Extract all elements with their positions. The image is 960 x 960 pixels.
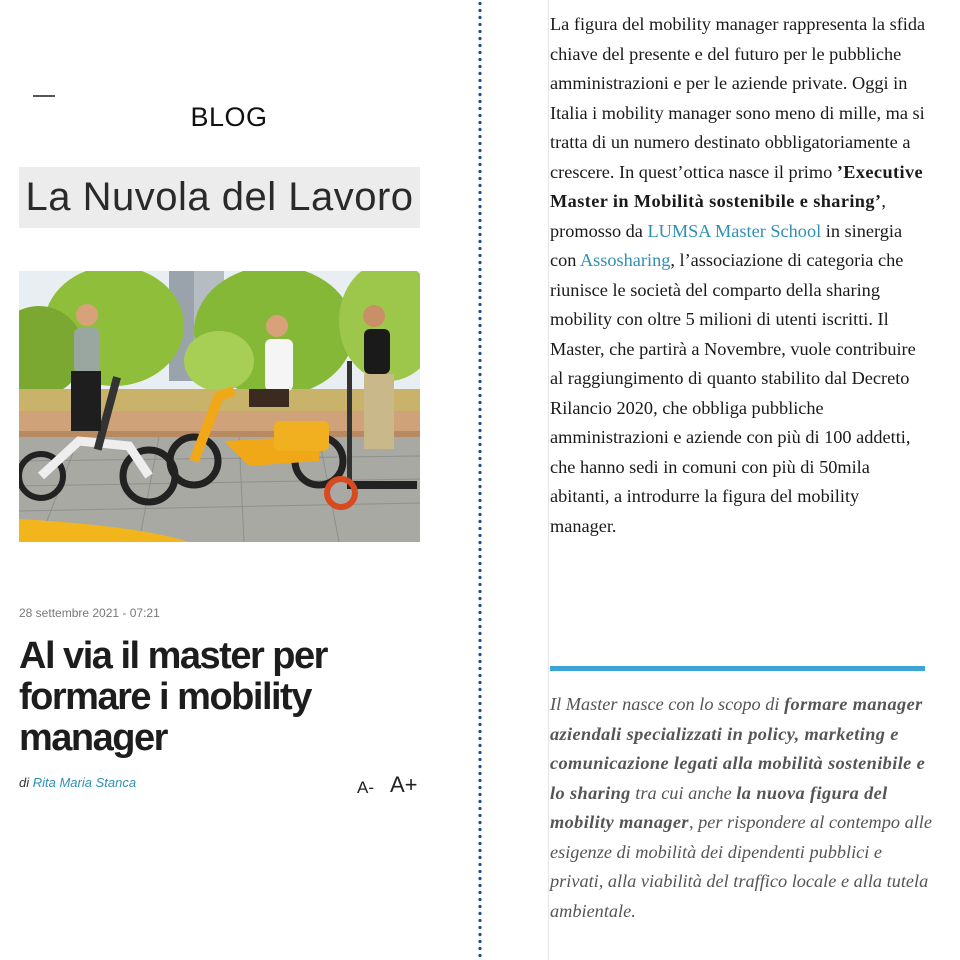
article-body [550,10,930,541]
quote-text-2: tra cui anche [630,782,737,803]
byline [19,775,136,790]
quote-accent-bar [550,666,925,671]
article-date: 28 settembre 2021 - 07:21 [19,606,160,620]
master-name: ’Executive Master in Mobilità sostenibile e sharing’ [550,161,924,211]
assosharing-link[interactable]: Assosharing [579,250,671,270]
font-decrease-button[interactable]: A- [357,778,374,797]
blog-title[interactable]: La Nuvola del Lavoro [19,167,420,228]
blog-label: BLOG [190,102,268,132]
pull-quote [550,690,935,926]
quote-text-1: Il Master nasce con lo scopo di [550,694,785,714]
byline-prefix: di [19,775,30,790]
body-text-3: in sinergia con [550,220,903,270]
author-link[interactable]: Rita Maria Stanca [32,775,137,790]
font-increase-button[interactable]: A+ [390,772,418,797]
quote-highlight-2: la nuova figura del mobility manager [550,782,888,832]
lumsa-link[interactable]: LUMSA Master School [647,220,822,241]
scooter-photo-illustration [19,271,420,542]
body-text-1: La figura del mobility manager rappresenta la sfida chiave del presente e del futuro per le pubbliche amministrazioni e per le aziende private. Oggi in Italia i mobility manager sono meno di mille, ma si tratta di un numero destinato obbligatoriamente a crescere. In quest’ottica nasce il primo [550,14,926,182]
dotted-divider [477,0,483,960]
article-headline: Al via il master per formare i mobility manager [19,635,327,759]
body-text-2: , promosso da [550,191,886,241]
quote-text-3: , per rispondere al contempo alle esigenze di mobilità dei dipendenti pubblici e privati, alla viabilità del traffico locale e alla tutela ambientale. [550,812,932,921]
article-column [0,0,470,960]
column-rule [548,0,549,960]
quote-highlight-1: formare manager aziendali specializzati in policy, marketing e comunicazione legati alla mobilità sostenibile e lo sharing [550,694,926,803]
menu-dash [33,95,55,97]
article-photo [19,271,420,542]
body-text-4: , l’associazione di categoria che riunisce le società del comparto della sharing mobility con oltre 5 milioni di utenti iscritti. Il Master, che partirà a Novembre, vuole contribuire al raggiungimento di quanto stabilito dal Decreto Rilancio 2020, che obbliga pubbliche amministrazioni e aziende con più di 100 addetti, che hanno sedi in comuni con più di 50mila abitanti, a introdurre la figura del mobility manager. [550,250,916,536]
